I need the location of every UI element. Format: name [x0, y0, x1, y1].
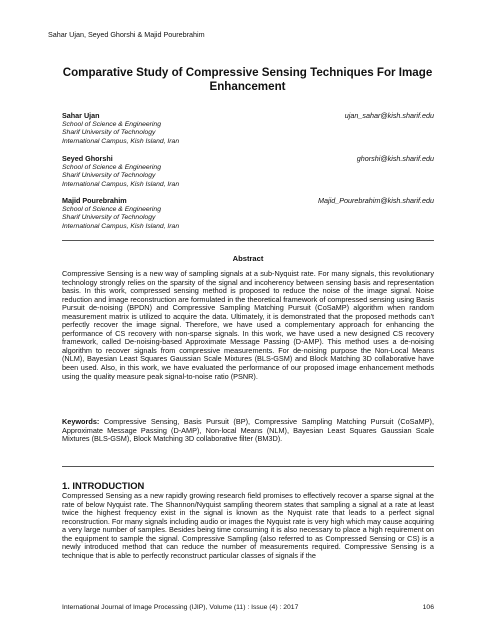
keywords	[62, 418, 434, 444]
author-name: Sahar Ujan	[62, 111, 100, 120]
author-affiliation-line: International Campus, Kish Island, Iran	[62, 222, 180, 230]
author-block	[62, 197, 434, 231]
divider	[62, 240, 434, 241]
author-block	[62, 155, 434, 189]
page-number: 106	[422, 604, 434, 611]
author-email: ghorshi@kish.sharif.edu	[356, 154, 434, 163]
author-affiliation-line: International Campus, Kish Island, Iran	[62, 180, 180, 188]
author-name: Seyed Ghorshi	[62, 154, 113, 163]
divider	[62, 466, 434, 467]
footer-journal: International Journal of Image Processing (IJIP), Volume (11) : Issue (4) : 2017	[62, 604, 299, 611]
author-affiliation-line: Sharif University of Technology	[62, 129, 156, 137]
abstract-text: Compressive Sensing is a new way of sampling signals at a sub-Nyquist rate. For many signals, this revolutionary technology strongly relies on the sparsity of the signal and incoherency between sensing basis and representation basis. In this work, compressed sensing method is proposed to reduce the noise of the image signal. Noise reduction and image reconstruction are formulated in the theoretical framework of compressed sensing using Basis Pursuit de-noising (BPDN) and Compressive Sampling Matching Pursuit (CoSaMP) algorithm when random measurement matrix is utilized to acquire the data. Ultimately, it is demonstrated that the proposed methods can't perfectly recover the image signal. Therefore, we have used a complementary approach for enhancing the performance of CS recovery with non-sparse signals. In this work, we have used a new designed CS recovery framework, called De-noising-based Approximate Message Passing (D-AMP). This method uses a de-noising algorithm to recover signals from compressive measurements. For de-noising purpose the Non-Local Means (NLM), Bayesian Least Squares Gaussian Scale Mixtures (BLS-GSM) and Block Matching 3D collaborative have been used. Also, in this work, we have evaluated the performance of our proposed image enhancement methods using the quality measure peak signal-to-noise ratio (PSNR).	[62, 269, 434, 381]
author-affiliation-line: Sharif University of Technology	[62, 214, 156, 222]
author-name: Majid Pourebrahim	[62, 196, 127, 205]
running-head: Sahar Ujan, Seyed Ghorshi & Majid Pourebrahim	[48, 30, 205, 39]
paper-title: Comparative Study of Compressive Sensing Techniques For Image Enhancement	[62, 66, 433, 93]
author-email: ujan_sahar@kish.sharif.edu	[344, 111, 434, 120]
author-block	[62, 112, 434, 146]
author-email: Majid_Pourebrahim@kish.sharif.edu	[318, 196, 434, 205]
keywords-text: Compressive Sensing, Basis Pursuit (BP), Compressive Sampling Matching Pursuit (CoSaMP), Approximate Message Passing (D-AMP), Non-local Means (NLM), Bayesian Least Squares Gaussian Scale Mixtures (BLS-GSM), Block Matching 3D collaborative filter (BM3D).	[62, 417, 434, 444]
section-text: Compressed Sensing as a new rapidly growing research field promises to effectively recover a sparse signal at the rate of below Nyquist rate. The Shannon/Nyquist sampling theorem states that sampling a signal at a rate at least twice the highest frequency exist in the signal is known as the Nyquist rate that leads to a perfect signal reconstruction. For many signals including audio or images the Nyquist rate is very high which may cause acquiring a very large number of samples. Besides being time consuming it is also necessary to place a high requirement on the equipment to sample the signal. Compressive Sampling (also referred to as Compressed Sensing or CS) is a newly introduced method that can reduce the number of measurements required. Compressive Sensing is a technique that is able to perfectly reconstruct particular classes of signals if the	[62, 491, 434, 560]
author-affiliation-line: School of Science & Engineering	[62, 205, 161, 213]
author-affiliation-line: School of Science & Engineering	[62, 120, 161, 128]
keywords-label: Keywords:	[62, 417, 100, 426]
author-affiliation-line: International Campus, Kish Island, Iran	[62, 137, 180, 145]
author-affiliation-line: School of Science & Engineering	[62, 163, 161, 171]
author-affiliation-line: Sharif University of Technology	[62, 172, 156, 180]
section-heading: 1. INTRODUCTION	[62, 480, 145, 491]
abstract-heading: Abstract	[232, 254, 264, 263]
